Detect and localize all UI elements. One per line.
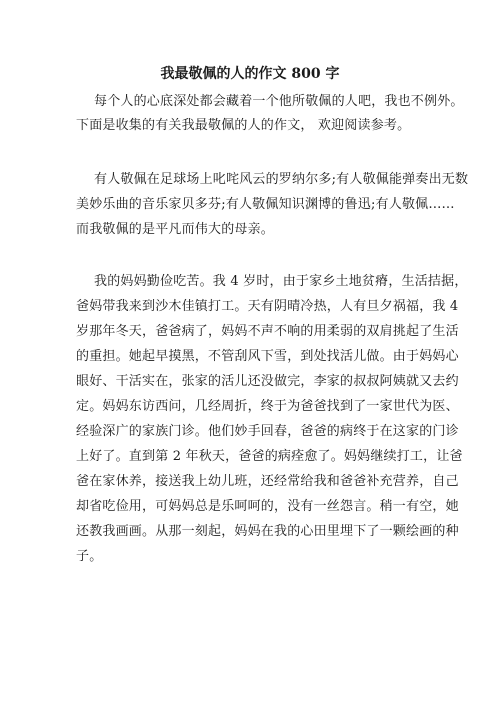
- paragraph2-line-2: 爸妈带我来到沙木佳镇打工。天有阴晴冷热，人有旦夕祸福，我 4: [76, 299, 459, 314]
- paragraph2-line-1: 我的妈妈勤俭吃苦。我 4 岁时，由于家乡土地贫瘠，生活拮据，: [94, 274, 468, 289]
- document-title: 我最敬佩的人的作文 800 字: [160, 66, 340, 82]
- paragraph2-line-11: 还教我画画。从那一刻起，妈妈在我的心田里埋下了一颗绘画的种: [76, 524, 459, 539]
- paragraph2-line-6: 定。妈妈东访西问，几经周折，终于为爸爸找到了一家世代为医、: [76, 399, 459, 414]
- paragraph1-line-1: 有人敬佩在足球场上叱咤风云的罗纳尔多;有人敬佩能弹奏出无数: [94, 172, 469, 187]
- paragraph2-line-7: 经验深广的家族门诊。他们妙手回春，爸爸的病终于在这家的门诊: [76, 424, 459, 439]
- paragraph1-line-3: 而我敬佩的是平凡而伟大的母亲。: [76, 222, 275, 237]
- intro-line-2: 下面是收集的有关我最敬佩的人的作文， 欢迎阅读参考。: [76, 118, 411, 133]
- paragraph2-line-10: 却省吃俭用，可妈妈总是乐呵呵的，没有一丝怨言。稍一有空，她: [76, 499, 459, 514]
- paragraph2-line-8: 上好了。直到第 2 年秋天，爸爸的病痊愈了。妈妈继续打工，让爸: [76, 449, 463, 464]
- paragraph2-line-9: 爸在家休养，接送我上幼儿班，还经常给我和爸爸补充营养，自己: [76, 474, 459, 489]
- paragraph1-line-2: 美妙乐曲的音乐家贝多芬;有人敬佩知识渊博的鲁迅;有人敬佩……: [76, 197, 455, 212]
- paragraph2-line-5: 眼好、干活实在，张家的活儿还没做完，李家的叔叔阿姨就又去约: [76, 374, 459, 389]
- paragraph2-line-4: 的重担。她起早摸黑，不管刮风下雪，到处找活儿做。由于妈妈心: [76, 349, 459, 364]
- paragraph2-line-12: 子。: [76, 549, 103, 564]
- intro-line-1: 每个人的心底深处都会藏着一个他所敬佩的人吧，我也不例外。: [94, 94, 464, 109]
- paragraph2-line-3: 岁那年冬天，爸爸病了，妈妈不声不响的用柔弱的双肩挑起了生活: [76, 324, 459, 339]
